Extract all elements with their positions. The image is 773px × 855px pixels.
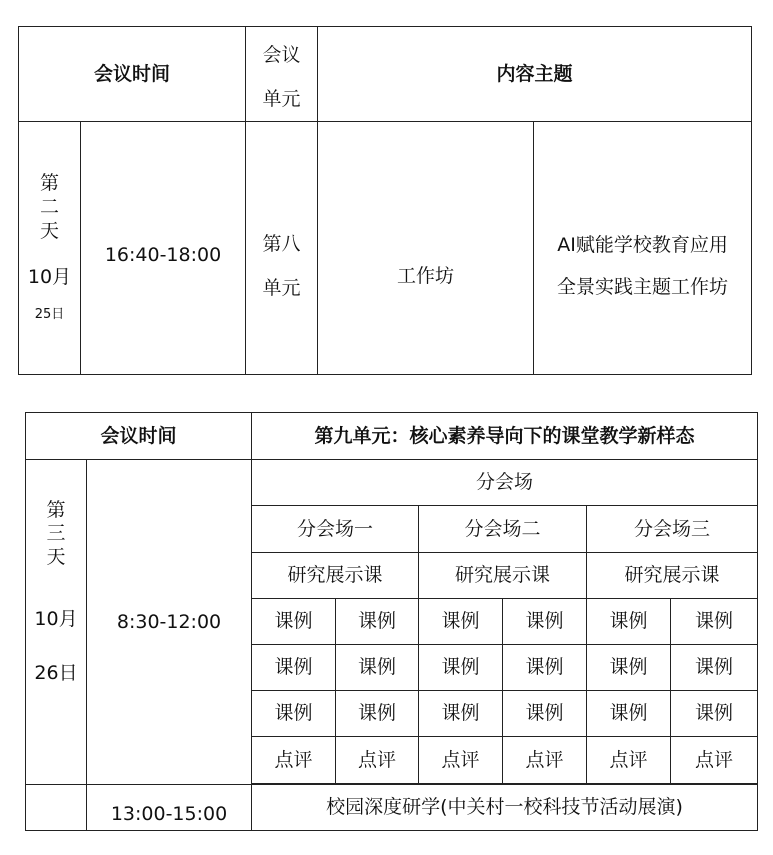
review-cell: 点评 <box>503 737 587 784</box>
review-cell: 点评 <box>419 737 503 784</box>
time-cell <box>81 122 246 375</box>
schedule-table-day3 <box>25 412 758 831</box>
header-unit-line1: 会议 <box>262 44 301 66</box>
day-char-2: 三 <box>46 522 66 545</box>
unit-line1: 第八 <box>262 233 301 255</box>
subvenue-2: 分会场二 <box>419 506 587 553</box>
session-2: 研究展示课 <box>419 553 587 599</box>
header-time: 会议时间 <box>19 27 246 122</box>
format-cell <box>318 122 534 375</box>
format-text: 工作坊 <box>397 264 455 287</box>
review-cell: 点评 <box>587 737 671 784</box>
lesson-cell: 课例 <box>587 599 671 645</box>
lesson-cell: 课例 <box>587 645 671 691</box>
day-char-1: 第 <box>39 172 59 195</box>
topic-line2: 全景实践主题工作坊 <box>557 276 729 298</box>
subvenue-1: 分会场一 <box>252 506 419 553</box>
session-3: 研究展示课 <box>587 553 758 599</box>
lesson-cell: 课例 <box>336 599 419 645</box>
topic-cell <box>534 122 752 375</box>
lesson-cell: 课例 <box>671 691 758 737</box>
review-cell: 点评 <box>671 737 758 784</box>
time-pm-cell <box>87 785 252 831</box>
day-cell <box>19 122 81 375</box>
day-char-3: 天 <box>39 219 59 242</box>
unit-cell <box>246 122 318 375</box>
lesson-cell: 课例 <box>419 691 503 737</box>
lesson-cell: 课例 <box>252 691 336 737</box>
date-text: 26日 <box>34 661 78 684</box>
day-cell-tail <box>26 785 87 831</box>
header-time: 会议时间 <box>26 413 252 460</box>
subvenue-3: 分会场三 <box>587 506 758 553</box>
lesson-cell: 课例 <box>671 599 758 645</box>
day-char-2: 二 <box>39 196 59 219</box>
lesson-cell: 课例 <box>419 599 503 645</box>
pm-activity-cell: 校园深度研学(中关村一校科技节活动展演) <box>252 785 758 831</box>
venue-cell: 分会场 <box>252 460 758 506</box>
header-title: 第九单元：核心素养导向下的课堂教学新样态 <box>252 413 758 460</box>
lesson-cell: 课例 <box>336 645 419 691</box>
time-pm-text: 13:00-15:00 <box>110 803 228 826</box>
review-cell: 点评 <box>336 737 419 784</box>
lesson-cell: 课例 <box>503 645 587 691</box>
lesson-cell: 课例 <box>252 599 336 645</box>
time-text: 16:40-18:00 <box>104 244 222 266</box>
header-unit-line2: 单元 <box>262 88 301 110</box>
day-char-1: 第 <box>46 498 66 521</box>
header-unit <box>246 27 318 122</box>
day-char-3: 天 <box>46 546 66 569</box>
topic-line1: AI赋能学校教育应用 <box>557 234 728 256</box>
lesson-cell: 课例 <box>503 599 587 645</box>
lesson-cell: 课例 <box>419 645 503 691</box>
month-text: 10月 <box>27 265 72 288</box>
lesson-cell: 课例 <box>671 645 758 691</box>
header-topic: 内容主题 <box>318 27 752 122</box>
unit-line2: 单元 <box>262 277 301 299</box>
month-text: 10月 <box>34 607 78 630</box>
session-1: 研究展示课 <box>252 553 419 599</box>
lesson-cell: 课例 <box>252 645 336 691</box>
lesson-cell: 课例 <box>336 691 419 737</box>
schedule-table-day2 <box>18 26 752 375</box>
lesson-cell: 课例 <box>503 691 587 737</box>
lesson-cell: 课例 <box>587 691 671 737</box>
time-am-cell: 8:30-12:00 <box>87 460 252 785</box>
review-cell: 点评 <box>252 737 336 784</box>
day-cell <box>26 460 87 785</box>
date-text: 25日 <box>34 307 65 323</box>
